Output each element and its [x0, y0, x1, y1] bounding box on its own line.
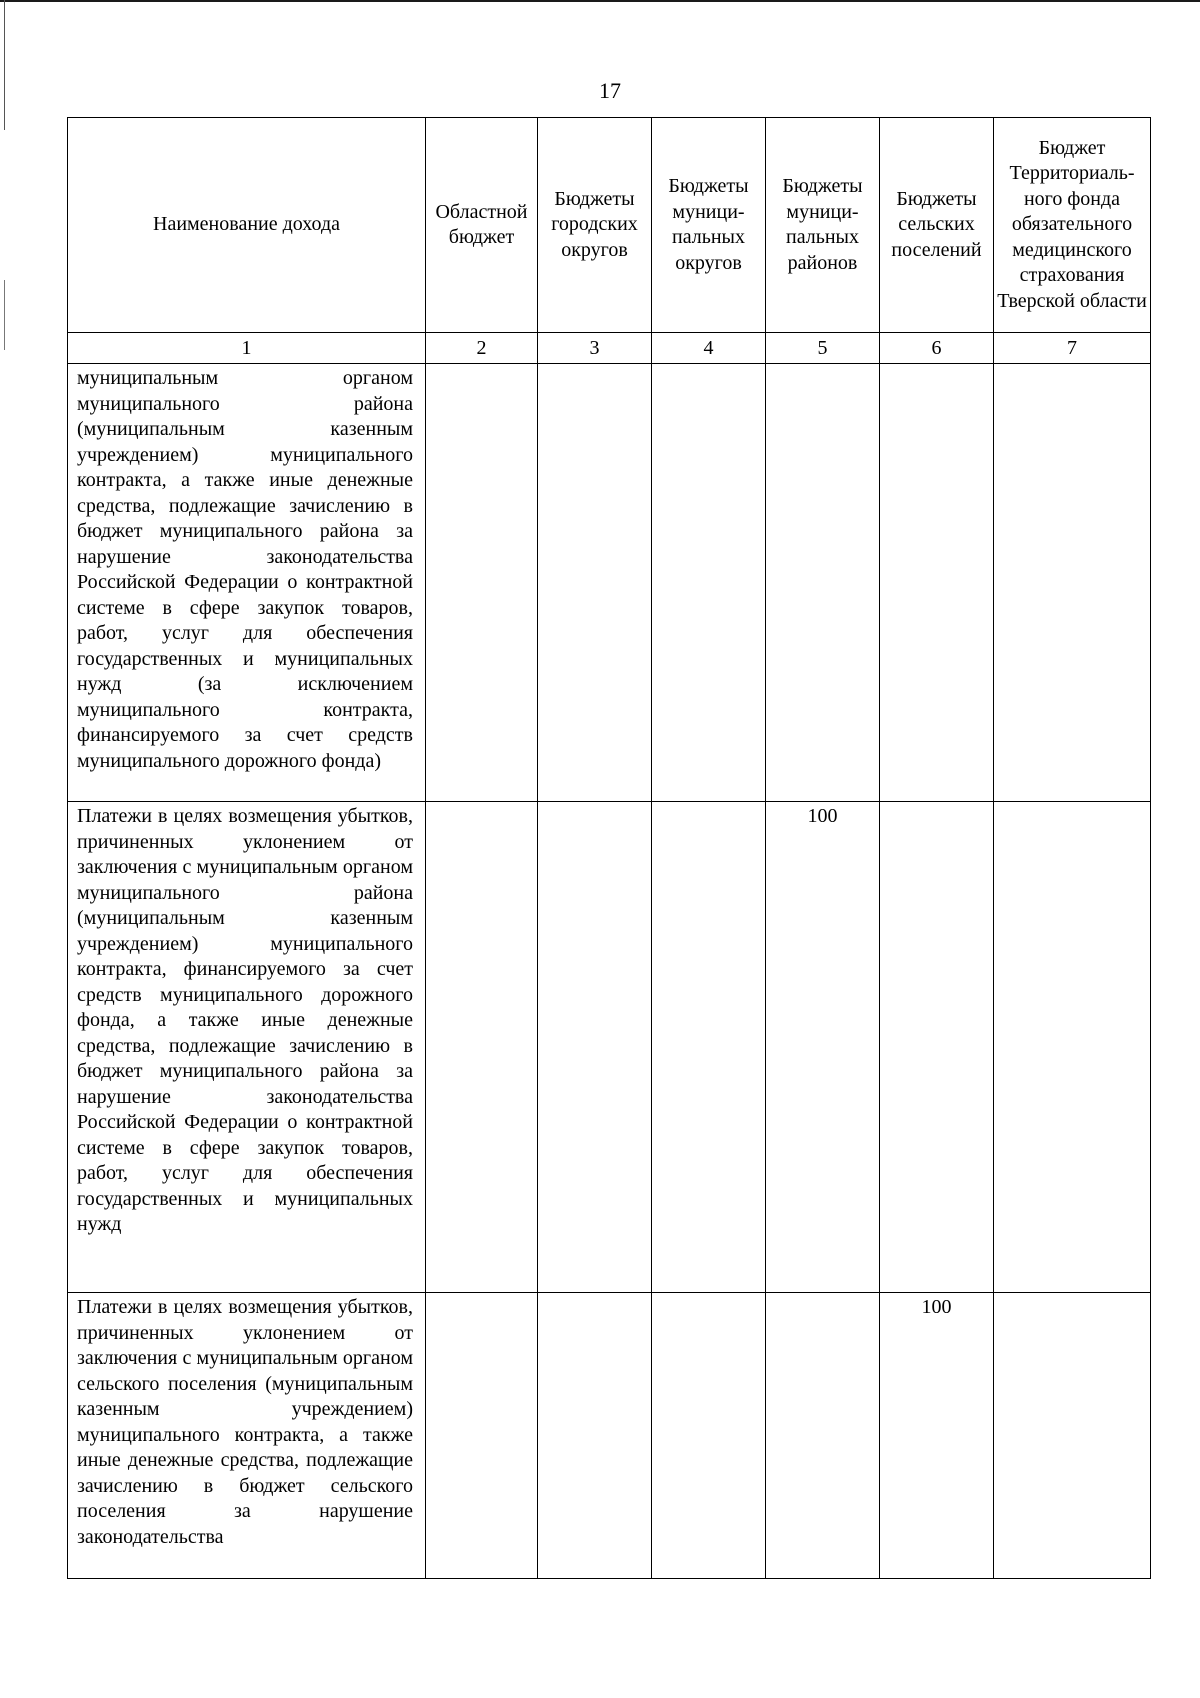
medical-fund-value — [994, 364, 1151, 802]
municipal-okrugs-value — [652, 364, 766, 802]
header-regional-budget: Областной бюджет — [426, 118, 538, 333]
header-medical-insurance-fund: Бюджет Территориаль-ного фонда обязательного медицинского страхования Тверской области — [994, 118, 1151, 333]
regional-budget-value — [426, 802, 538, 1293]
table-row — [68, 364, 1151, 802]
column-number: 7 — [994, 333, 1151, 364]
city-districts-value — [538, 802, 652, 1293]
column-number-row — [68, 333, 1151, 364]
column-number: 1 — [68, 333, 426, 364]
page-number: 17 — [599, 78, 621, 103]
medical-fund-value — [994, 1293, 1151, 1579]
rural-settlements-value — [880, 364, 994, 802]
regional-budget-value — [426, 1293, 538, 1579]
municipal-raions-value — [766, 364, 880, 802]
column-number: 5 — [766, 333, 880, 364]
medical-fund-value — [994, 802, 1151, 1293]
city-districts-value — [538, 1293, 652, 1579]
scan-left-edge-lower — [4, 280, 5, 350]
scan-top-edge — [0, 0, 1200, 5]
municipal-raions-value: 100 — [766, 802, 880, 1293]
city-districts-value — [538, 364, 652, 802]
income-name: Платежи в целях возмещения убытков, причиненных уклонением от заключения с муниципальным органом муниципального района (муниципальным казенным учреждением) муниципального контракта, финансируемого за счет средств муниципального дорожного фонда, а также иные денежные средства, подлежащие зачислению в бюджет муниципального района за нарушение законодательства Российской Федерации о контрактной системе в сфере закупок товаров, работ, услуг для обеспечения государственных и муниципальных нужд — [68, 802, 426, 1293]
column-number: 4 — [652, 333, 766, 364]
header-municipal-okrugs: Бюджеты муници-пальных округов — [652, 118, 766, 333]
column-number: 6 — [880, 333, 994, 364]
scan-left-edge — [4, 0, 5, 130]
table-row — [68, 1293, 1151, 1579]
regional-budget-value — [426, 364, 538, 802]
municipal-okrugs-value — [652, 1293, 766, 1579]
income-name: Платежи в целях возмещения убытков, причиненных уклонением от заключения с муниципальным органом сельского поселения (муниципальным казенным учреждением) муниципального контракта, а также иные денежные средства, подлежащие зачислению в бюджет сельского поселения за нарушение законодательства — [68, 1293, 426, 1579]
header-municipal-raions: Бюджеты муници-пальных районов — [766, 118, 880, 333]
rural-settlements-value: 100 — [880, 1293, 994, 1579]
header-city-districts: Бюджеты городских округов — [538, 118, 652, 333]
header-income-name: Наименование дохода — [68, 118, 426, 333]
column-number: 3 — [538, 333, 652, 364]
table-row — [68, 802, 1151, 1293]
municipal-raions-value — [766, 1293, 880, 1579]
header-row — [68, 118, 1151, 333]
income-distribution-table — [67, 117, 1151, 1579]
column-number: 2 — [426, 333, 538, 364]
header-rural-settlements: Бюджеты сельских поселений — [880, 118, 994, 333]
municipal-okrugs-value — [652, 802, 766, 1293]
rural-settlements-value — [880, 802, 994, 1293]
income-name: муниципальным органом муниципального района (муниципальным казенным учреждением) муниципального контракта, а также иные денежные средства, подлежащие зачислению в бюджет муниципального района за нарушение законодательства Российской Федерации о контрактной системе в сфере закупок товаров, работ, услуг для обеспечения государственных и муниципальных нужд (за исключением муниципального контракта, финансируемого за счет средств муниципального дорожного фонда) — [68, 364, 426, 802]
